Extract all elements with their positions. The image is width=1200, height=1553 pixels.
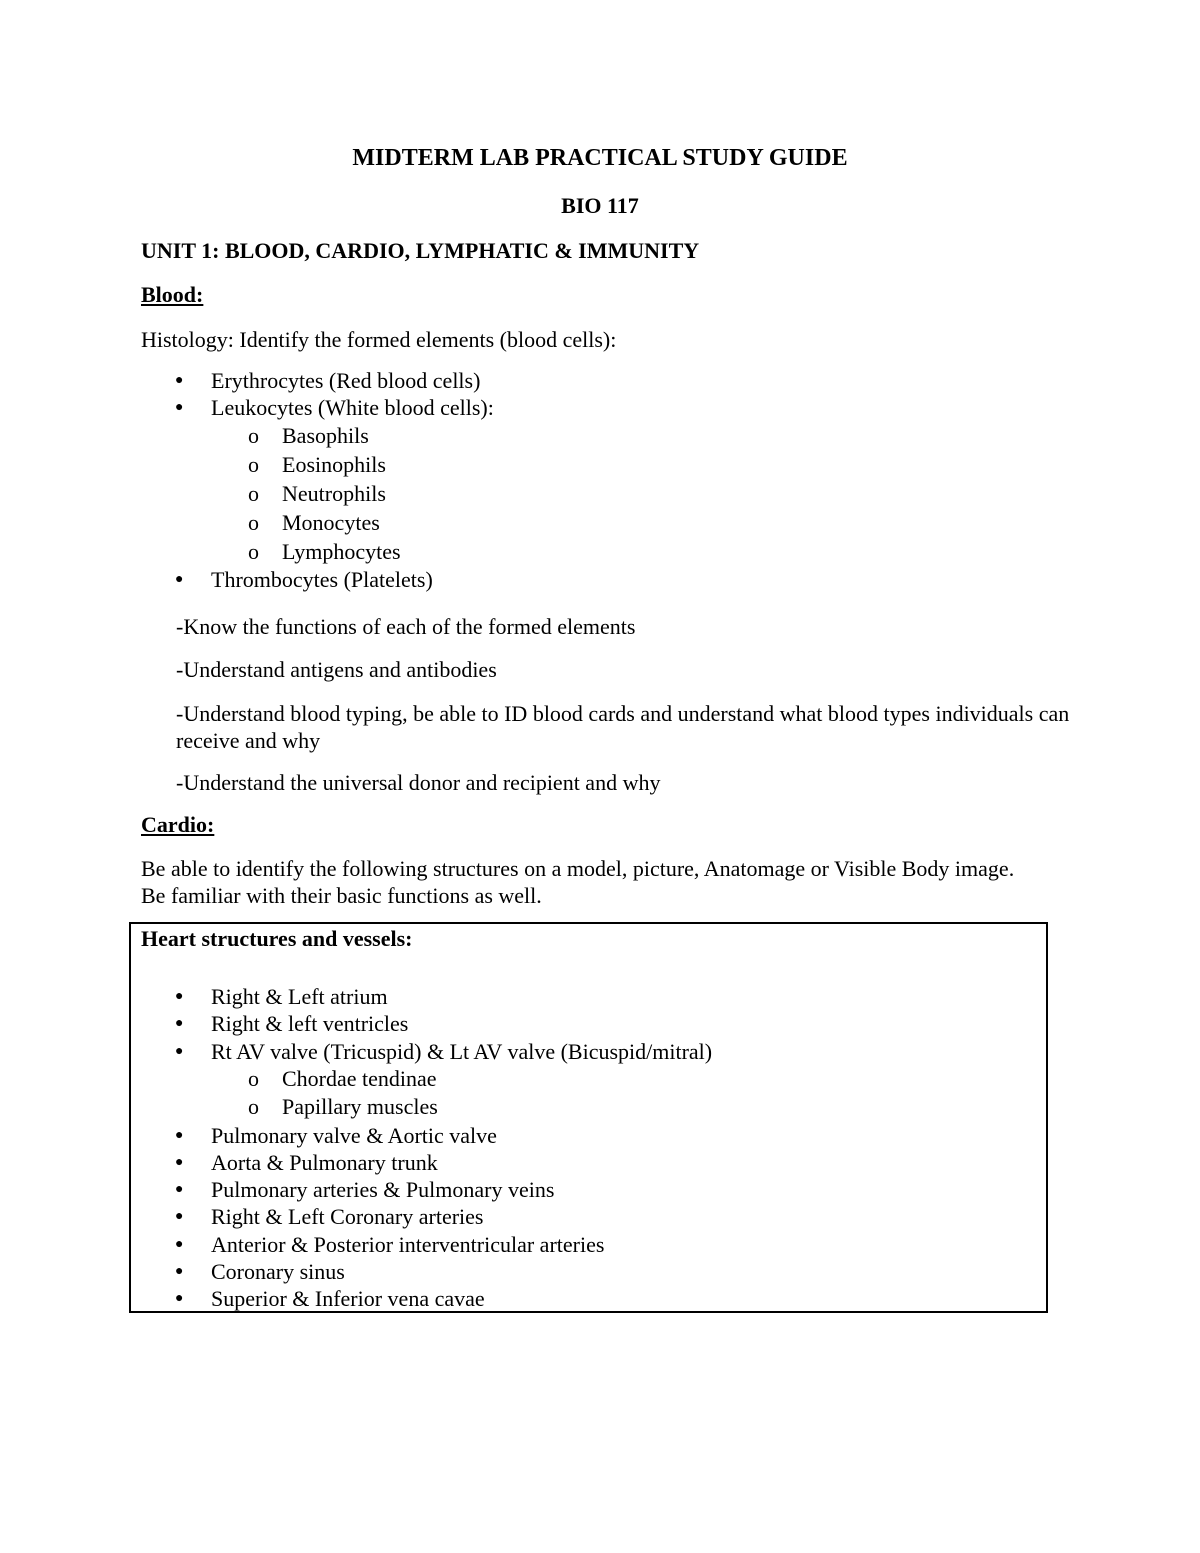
bullet-icon: ● bbox=[175, 373, 184, 388]
sub-bullet-icon: o bbox=[248, 1094, 259, 1119]
bullet-icon: ● bbox=[175, 1128, 184, 1143]
bullet-icon: ● bbox=[175, 1209, 184, 1224]
blood-note: -Understand the universal donor and recipient and why bbox=[176, 770, 661, 795]
bullet-icon: ● bbox=[175, 400, 184, 415]
blood-intro: Histology: Identify the formed elements (blood cells): bbox=[141, 327, 617, 352]
bullet-icon: ● bbox=[175, 989, 184, 1004]
list-item: Superior & Inferior vena cavae bbox=[211, 1286, 485, 1311]
unit-heading: UNIT 1: BLOOD, CARDIO, LYMPHATIC & IMMUNITY bbox=[141, 238, 700, 263]
list-subitem: Eosinophils bbox=[282, 452, 386, 477]
list-subitem: Monocytes bbox=[282, 510, 380, 535]
sub-bullet-icon: o bbox=[248, 481, 259, 506]
list-item: Leukocytes (White blood cells): bbox=[211, 395, 494, 420]
list-item: Pulmonary valve & Aortic valve bbox=[211, 1123, 497, 1148]
list-item: Right & left ventricles bbox=[211, 1011, 409, 1036]
list-subitem: Lymphocytes bbox=[282, 539, 401, 564]
blood-note: -Know the functions of each of the formed elements bbox=[176, 614, 636, 639]
sub-bullet-icon: o bbox=[248, 1066, 259, 1091]
list-subitem: Papillary muscles bbox=[282, 1094, 438, 1119]
bullet-icon: ● bbox=[175, 1155, 184, 1170]
blood-note: -Understand blood typing, be able to ID blood cards and understand what blood types individuals can receive and why bbox=[176, 701, 1070, 753]
cardio-intro: Be able to identify the following structures on a model, picture, Anatomage or Visible Body image. Be familiar with their basic functions as well. bbox=[141, 856, 1015, 908]
sub-bullet-icon: o bbox=[248, 539, 259, 564]
bullet-icon: ● bbox=[175, 1044, 184, 1059]
list-item: Right & Left atrium bbox=[211, 984, 388, 1009]
page-title: MIDTERM LAB PRACTICAL STUDY GUIDE bbox=[352, 145, 848, 171]
list-subitem: Basophils bbox=[282, 423, 369, 448]
list-item: Anterior & Posterior interventricular arteries bbox=[211, 1232, 605, 1257]
sub-bullet-icon: o bbox=[248, 510, 259, 535]
bullet-icon: ● bbox=[175, 1264, 184, 1279]
list-item: Thrombocytes (Platelets) bbox=[211, 567, 433, 592]
box-title: Heart structures and vessels: bbox=[141, 926, 413, 951]
course-code: BIO 117 bbox=[561, 193, 639, 218]
bullet-icon: ● bbox=[175, 1291, 184, 1306]
bullet-icon: ● bbox=[175, 572, 184, 587]
list-subitem: Chordae tendinae bbox=[282, 1066, 437, 1091]
list-item: Pulmonary arteries & Pulmonary veins bbox=[211, 1177, 555, 1202]
blood-heading: Blood: bbox=[141, 282, 204, 307]
list-item: Aorta & Pulmonary trunk bbox=[211, 1150, 438, 1175]
list-item: Rt AV valve (Tricuspid) & Lt AV valve (Bicuspid/mitral) bbox=[211, 1039, 713, 1064]
bullet-icon: ● bbox=[175, 1237, 184, 1252]
blood-note: -Understand antigens and antibodies bbox=[176, 657, 497, 682]
list-item: Right & Left Coronary arteries bbox=[211, 1204, 484, 1229]
list-subitem: Neutrophils bbox=[282, 481, 386, 506]
sub-bullet-icon: o bbox=[248, 452, 259, 477]
list-item: Coronary sinus bbox=[211, 1259, 345, 1284]
list-item: Erythrocytes (Red blood cells) bbox=[211, 368, 481, 393]
bullet-icon: ● bbox=[175, 1182, 184, 1197]
cardio-heading: Cardio: bbox=[141, 812, 215, 837]
sub-bullet-icon: o bbox=[248, 423, 259, 448]
bullet-icon: ● bbox=[175, 1016, 184, 1031]
